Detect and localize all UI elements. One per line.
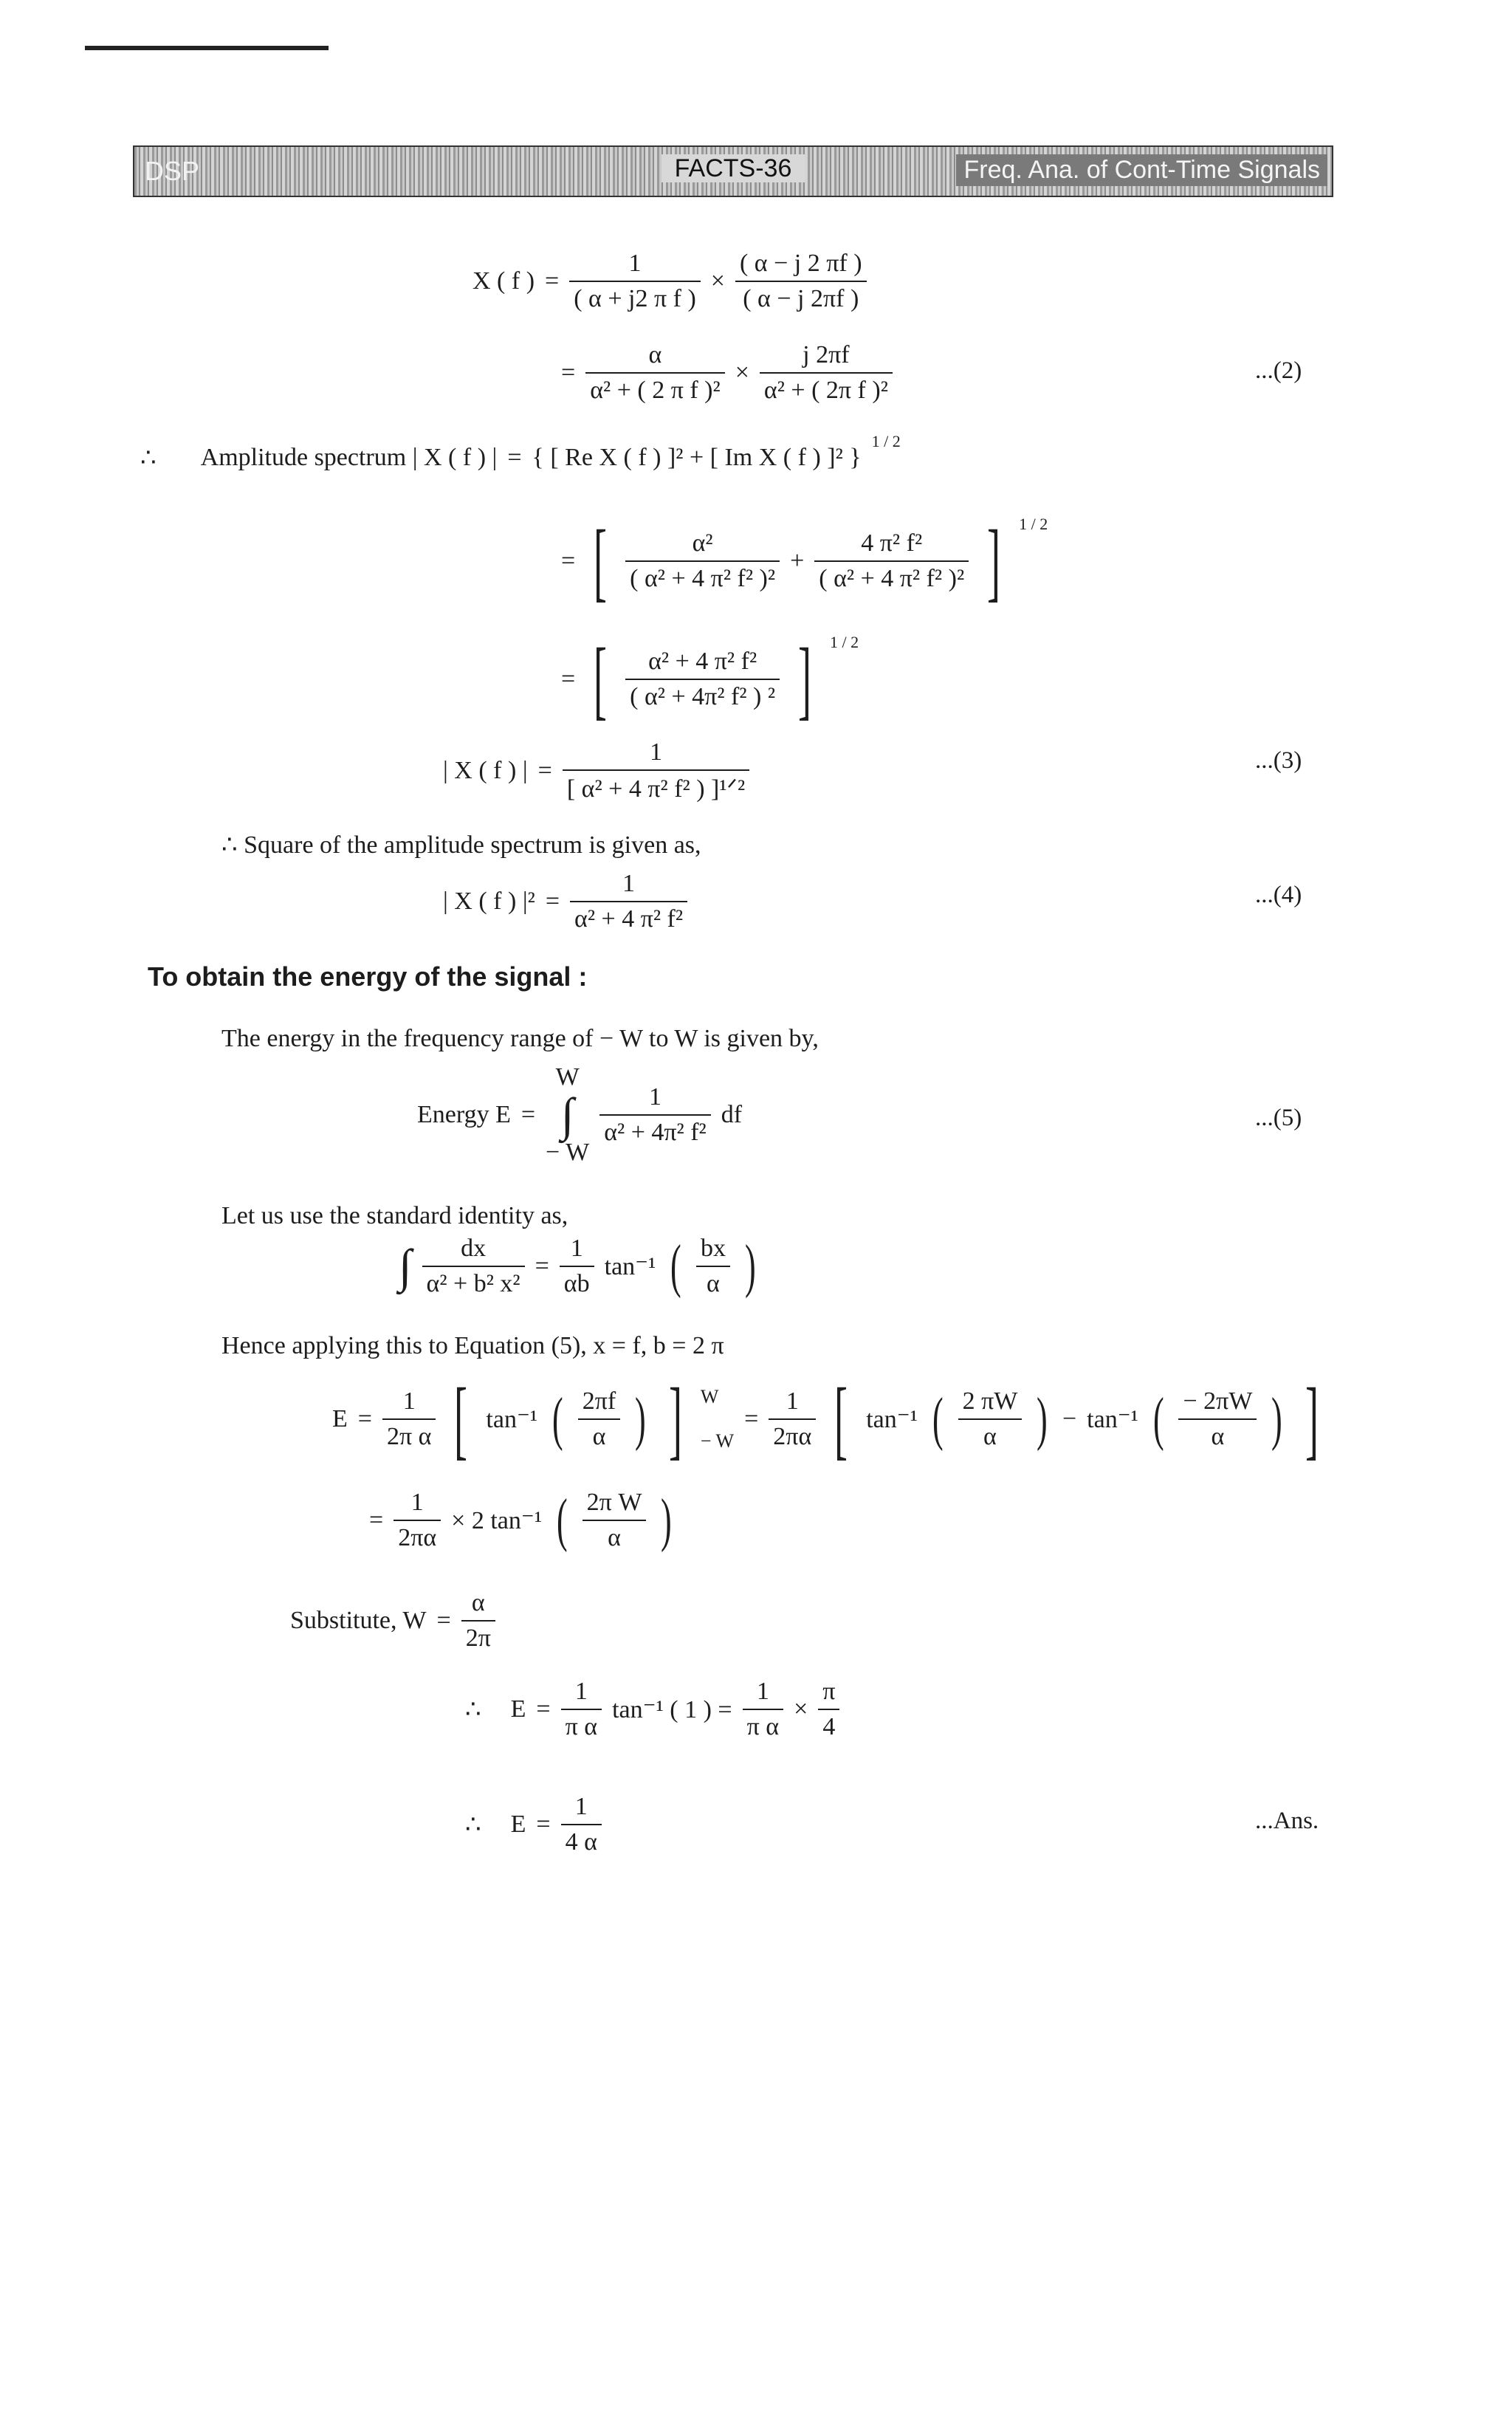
fraction: $\frac{2 \pi W}{\alpha}$ [958, 1387, 1023, 1451]
fraction: $\frac{1}{\alpha b}$ [560, 1235, 594, 1298]
equation-7: | X ( f ) |² = $\frac{1}{\text{α² + 4 π² f²}}$ [443, 870, 698, 933]
fraction: $\frac{\pi}{4}$ [818, 1678, 839, 1741]
equation-tag-2: ...(2) [1255, 357, 1302, 384]
equation-12: Substitute, W = $\frac{\alpha}{2\pi}$ [290, 1589, 506, 1653]
equation-2: = $\frac{\alpha}{\text{α² + ( 2 π f )²}}$ × $\frac{j 2\pi f}{\text{α² + ( 2π f )²}}$ [561, 341, 903, 405]
fraction: $\frac{\alpha}{\text{α² + ( 2 π f )²}}$ [585, 341, 725, 405]
evaluation-limits: W − W [700, 1386, 735, 1452]
integral-limits: W ∫ − W [546, 1063, 590, 1166]
section-heading: To obtain the energy of the signal : [148, 961, 588, 992]
fraction: $\frac{\alpha}{2\pi}$ [461, 1589, 495, 1653]
equation-4: = [ $\frac{\text{α²}}{\text{( α² + 4 π² f² )²}}$ + $\frac{\text{4 π² f²}}{\text{( α² + 4 π² f² )²}}$ ] $^{1 / 2}$ [561, 512, 1048, 610]
fraction: $\frac{bx}{\alpha}$ [696, 1235, 730, 1298]
fraction: $\frac{1}{4 \alpha}$ [561, 1793, 602, 1856]
equation-tag-4: ...(4) [1255, 882, 1302, 908]
fraction: $\frac{j 2\pi f}{\text{α² + ( 2π f )²}}$ [760, 341, 893, 405]
header-center: FACTS-36 [134, 154, 1332, 183]
equation-5: = [ $\frac{\text{α² + 4 π² f²}}{\text{( α² + 4π² f² ) ²}}$ ] $^{1 / 2}$ [561, 630, 859, 728]
page-header [133, 145, 1333, 197]
text-square-amplitude: ∴ Square of the amplitude spectrum is given as, [221, 831, 701, 859]
fraction: $\frac{1}{\text{( α + j2 π f )}}$ [569, 250, 701, 313]
header-right: Freq. Ana. of Cont-Time Signals [956, 154, 1327, 186]
text-energy-range: The energy in the frequency range of − W to W is given by, [221, 1025, 819, 1052]
fraction: $\frac{\text{α² + 4 π² f²}}{\text{( α² + 4π² f² ) ²}}$ [625, 648, 780, 711]
fraction: $\frac{1}{2\pi\alpha}$ [394, 1489, 441, 1552]
fraction: $\frac{\text{4 π² f²}}{\text{( α² + 4 π² f² )²}}$ [814, 529, 969, 593]
equation-6: | X ( f ) | = $\frac{1}{\text{[ α² + 4 π² f² ) ]¹ᐟ²}}$ [443, 738, 760, 803]
equation-3: ∴ Amplitude spectrum | X ( f ) | = { [ Re X ( f ) ]² + [ Im X ( f ) ]² } $^{1 / 2}$ [140, 432, 901, 472]
fraction: $\frac{1}{\text{π α}}$ [561, 1678, 602, 1741]
answer-tag: ...Ans. [1255, 1808, 1319, 1834]
top-rule [85, 46, 329, 50]
fraction: $\frac{\text{α²}}{\text{( α² + 4 π² f² )²}}$ [625, 529, 780, 593]
equation-8: Energy E = W ∫ − W $\frac{1}{\text{α² + 4π² f²}}$ df [417, 1063, 743, 1166]
equation-tag-3: ...(3) [1255, 747, 1302, 774]
equation-11: = $\frac{1}{2\pi\alpha}$ × 2 tan⁻¹ ( $\frac{\text{2π W}}{\alpha}$ ) [369, 1488, 673, 1553]
equation-tag-5: ...(5) [1255, 1105, 1302, 1131]
text-standard-identity: Let us use the standard identity as, [221, 1202, 568, 1229]
fraction: $\frac{1}{2\pi\alpha}$ [769, 1387, 816, 1451]
header-left: DSP [145, 156, 200, 186]
equation-1: X ( f ) = $\frac{1}{\text{( α + j2 π f )}}$ × $\frac{( \alpha - j 2 \pi f )}{( \alpha - j 2\pi f )}$ [472, 250, 877, 313]
equation-13: ∴ E = $\frac{1}{\text{π α}}$ tan⁻¹ ( 1 ) = $\frac{1}{\text{π α}}$ × $\frac{\pi}{4}$ [465, 1678, 850, 1741]
fraction: $\frac{\text{2π W}}{\alpha}$ [583, 1489, 647, 1552]
equation-14: ∴ E = $\frac{1}{4 \alpha}$ [465, 1793, 612, 1856]
fraction: $\frac{1}{\text{α² + 4π² f²}}$ [599, 1083, 711, 1147]
fraction: $\frac{dx}{\text{α² + b² x²}}$ [422, 1235, 525, 1298]
fraction: $\frac{1}{\text{2π α}}$ [382, 1387, 436, 1451]
fraction: $\frac{( \alpha - j 2 \pi f )}{( \alpha - j 2\pi f )}$ [735, 250, 867, 313]
equation-10: E = $\frac{1}{\text{2π α}}$ [ tan⁻¹ ( $\frac{2\pi f}{\alpha}$ ) ] W − W = $\frac{1}{2\pi\alpha}$ [ tan⁻¹ ( $\frac{2 \pi W}{\alpha}$ ) − tan⁻¹ ( $\frac{- 2\pi W}{\alpha}$ ) ] [332, 1370, 1319, 1468]
fraction: $\frac{1}{\text{[ α² + 4 π² f² ) ]¹ᐟ²}}$ [563, 738, 749, 803]
fraction: $\frac{2\pi f}{\alpha}$ [578, 1387, 621, 1451]
fraction: $\frac{1}{\text{π α}}$ [743, 1678, 783, 1741]
fraction: $\frac{- 2\pi W}{\alpha}$ [1178, 1387, 1257, 1451]
equation-9: ∫ $\frac{dx}{\text{α² + b² x²}}$ = $\frac{1}{\alpha b}$ tan⁻¹ ( $\frac{bx}{\alpha}$ ) [399, 1234, 756, 1299]
text-hence-applying: Hence applying this to Equation (5), x = f, b = 2 π [221, 1332, 724, 1359]
fraction: $\frac{1}{\text{α² + 4 π² f²}}$ [570, 870, 687, 933]
